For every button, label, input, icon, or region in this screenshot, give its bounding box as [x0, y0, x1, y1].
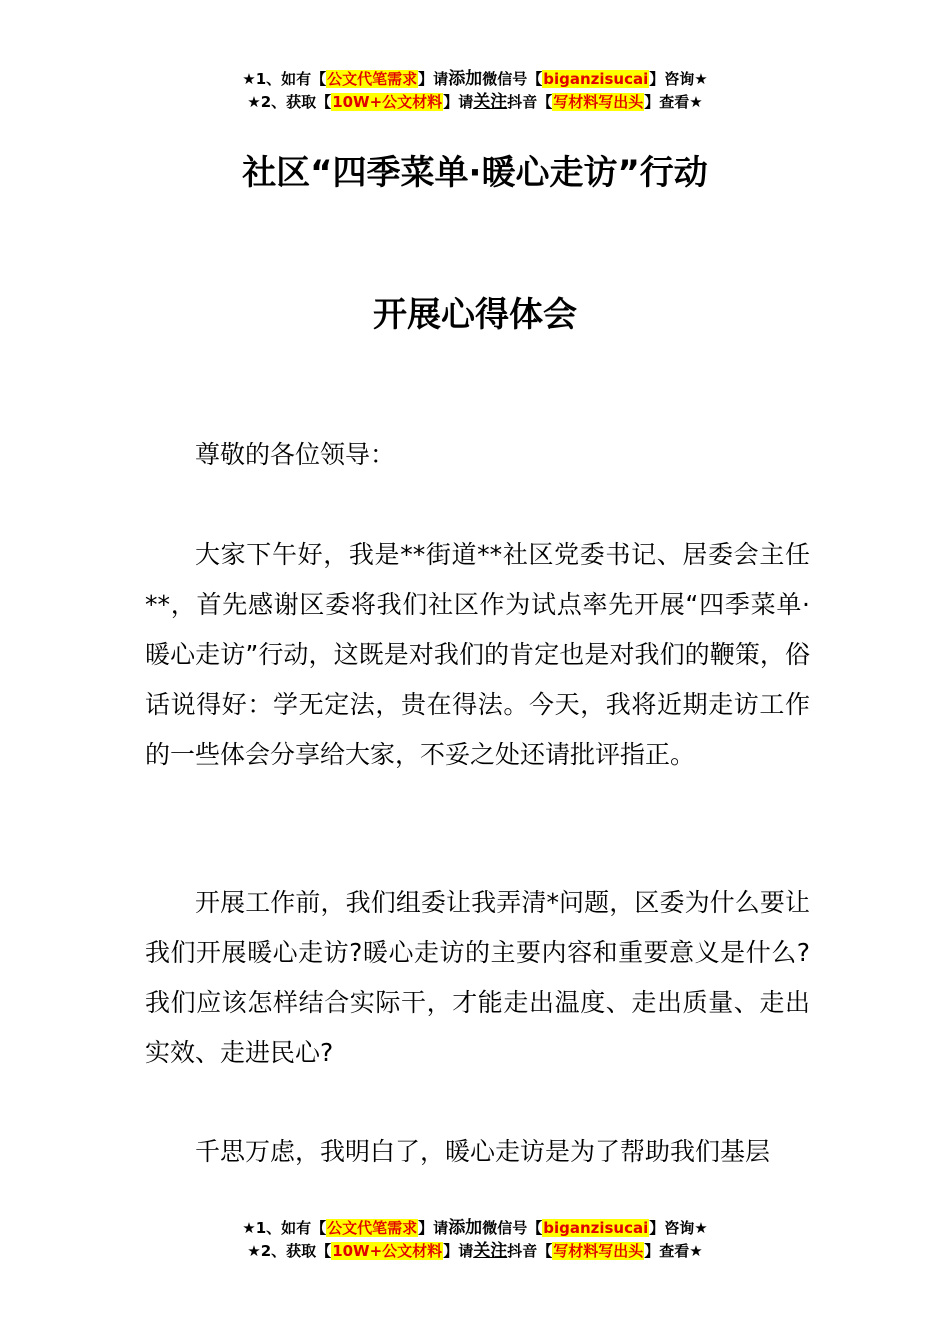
ad-text: 】请 — [418, 70, 449, 88]
ad-text: 】请 — [418, 1219, 449, 1237]
ad-banner-top — [0, 68, 950, 114]
ad-text: 】查看★ — [644, 93, 703, 111]
body-paragraph: 千思万虑，我明白了，暖心走访是为了帮助我们基层 — [195, 1137, 771, 1166]
ad-text: 抖音【 — [507, 93, 553, 111]
document-title-line-2: 开展心得体会 — [373, 295, 577, 335]
ad-text: 微信号【 — [482, 1219, 543, 1237]
ad-emphasis: 关注 — [473, 1241, 508, 1261]
ad-banner-bottom — [0, 1217, 950, 1263]
ad-line-2 — [0, 91, 950, 114]
body-paragraph: 开展工作前，我们组委让我弄清*问题，区委为什么要让我们开展暖心走访?暖心走访的主要内容和重要意义是什么?我们应该怎样结合实际干，才能走出温度、走出质量、走出实效、走进民心? — [145, 888, 810, 1067]
ad-text: 】查看★ — [644, 1242, 703, 1260]
ad-text: 微信号【 — [482, 70, 543, 88]
ad-text: ★2、获取【 — [247, 93, 332, 111]
ad-highlight-materials: 10W+公文材料 — [332, 93, 443, 111]
ad-highlight-service: 公文代笔需求 — [327, 1219, 418, 1237]
ad-text: 】咨询★ — [649, 70, 708, 88]
body-paragraph: 大家下午好，我是**街道**社区党委书记、居委会主任**，首先感谢区委将我们社区作为试点率先开展“四季菜单·暖心走访”行动，这既是对我们的肯定也是对我们的鞭策，俗话说得好：学无定法，贵在得法。今天，我将近期走访工作的一些体会分享给大家，不妥之处还请批评指正。 — [145, 540, 810, 769]
ad-highlight-douyin: 写材料写出头 — [553, 93, 644, 111]
ad-text: ★2、获取【 — [247, 1242, 332, 1260]
ad-text: 抖音【 — [507, 1242, 553, 1260]
ad-text: ★1、如有【 — [242, 1219, 327, 1237]
ad-text: 】咨询★ — [649, 1219, 708, 1237]
document-title-line-1: 社区“四季菜单·暖心走访”行动 — [242, 153, 708, 193]
ad-highlight-douyin: 写材料写出头 — [553, 1242, 644, 1260]
ad-line-1 — [0, 1217, 950, 1240]
greeting: 尊敬的各位领导： — [195, 440, 396, 469]
ad-emphasis: 添加 — [448, 69, 483, 89]
ad-emphasis: 添加 — [448, 1218, 483, 1238]
ad-text: 】请 — [443, 93, 474, 111]
ad-text: ★1、如有【 — [242, 70, 327, 88]
ad-line-1 — [0, 68, 950, 91]
ad-text: 】请 — [443, 1242, 474, 1260]
ad-line-2 — [0, 1240, 950, 1263]
ad-highlight-materials: 10W+公文材料 — [332, 1242, 443, 1260]
ad-highlight-wechat: biganzisucai — [543, 70, 649, 88]
ad-emphasis: 关注 — [473, 92, 508, 112]
ad-highlight-wechat: biganzisucai — [543, 1219, 649, 1237]
ad-highlight-service: 公文代笔需求 — [327, 70, 418, 88]
